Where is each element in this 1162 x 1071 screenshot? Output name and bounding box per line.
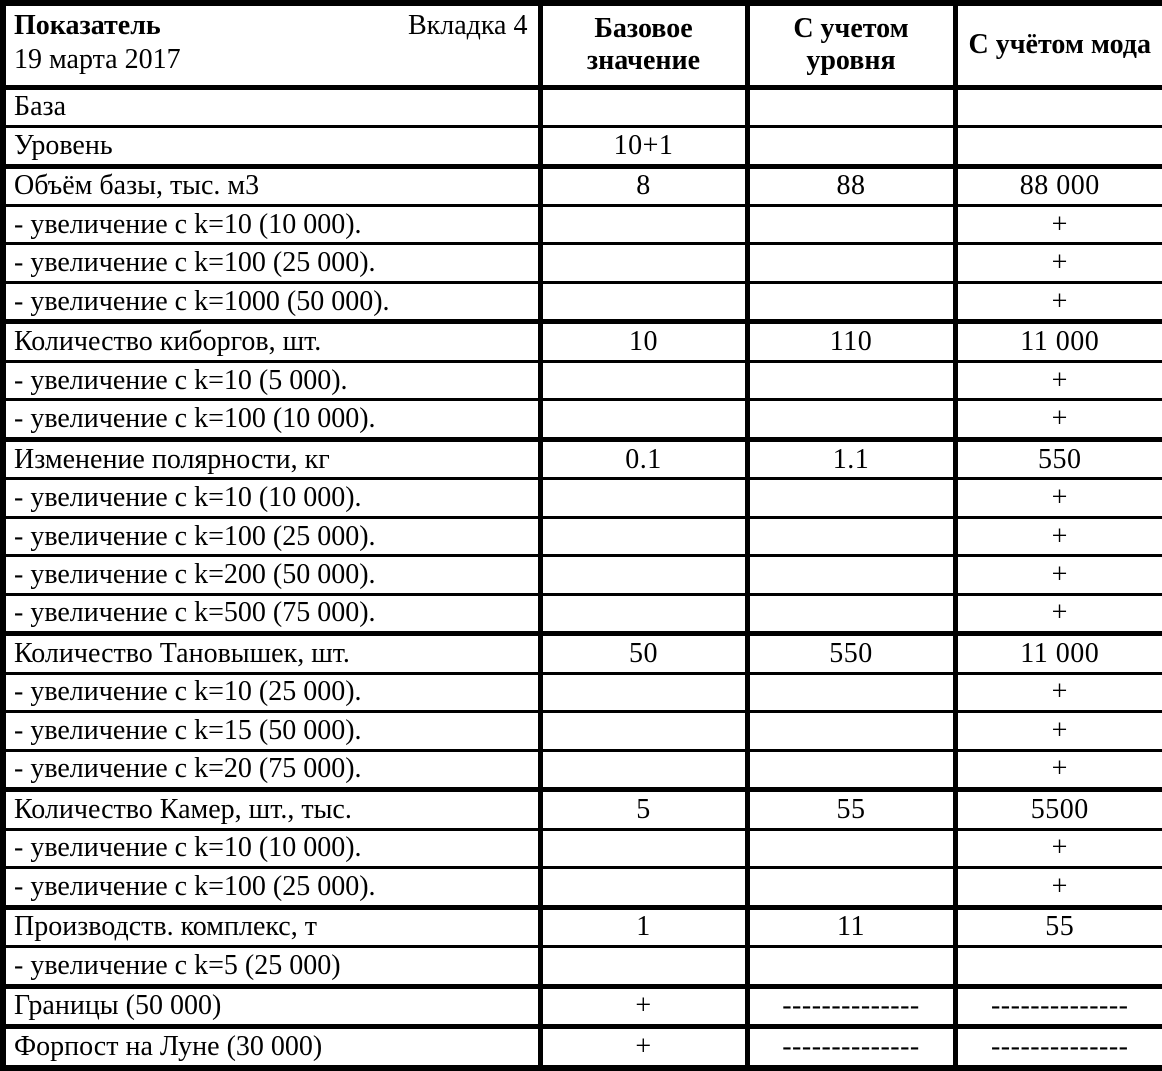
row-label: - увеличение с k=100 (25 000). xyxy=(3,244,540,282)
row-label: Границы (50 000) xyxy=(3,986,540,1027)
cell-with-level xyxy=(747,750,955,790)
cell-with-level: 550 xyxy=(747,634,955,674)
row-label: Производств. комплекс, т xyxy=(3,907,540,947)
cell-with-level xyxy=(747,947,955,987)
cell-with-mod: + xyxy=(955,750,1162,790)
table-row xyxy=(3,244,1162,282)
table-row xyxy=(3,907,1162,947)
row-label: Форпост на Луне (30 000) xyxy=(3,1027,540,1068)
cell-with-level xyxy=(747,712,955,750)
table-row xyxy=(3,439,1162,479)
cell-with-level: 55 xyxy=(747,790,955,830)
cell-base-value: 8 xyxy=(540,166,747,206)
cell-with-level: 11 xyxy=(747,907,955,947)
cell-with-mod: + xyxy=(955,479,1162,517)
header-col-with-level: С учетом уровня xyxy=(747,3,955,87)
cell-with-mod: + xyxy=(955,361,1162,399)
header-row xyxy=(3,3,1162,87)
cell-with-level: -------------- xyxy=(747,1027,955,1068)
cell-with-level: 88 xyxy=(747,166,955,206)
cell-with-level: 1.1 xyxy=(747,439,955,479)
cell-with-mod: + xyxy=(955,517,1162,555)
cell-base-value xyxy=(540,244,747,282)
cell-with-level xyxy=(747,244,955,282)
table-row xyxy=(3,556,1162,594)
row-label: - увеличение с k=5 (25 000) xyxy=(3,947,540,987)
row-label: - увеличение с k=20 (75 000). xyxy=(3,750,540,790)
table-row xyxy=(3,673,1162,711)
table-row xyxy=(3,634,1162,674)
row-label: Количество Камер, шт., тыс. xyxy=(3,790,540,830)
cell-base-value: 10 xyxy=(540,322,747,362)
table-body xyxy=(3,87,1162,1068)
row-label: База xyxy=(3,87,540,127)
cell-with-mod: + xyxy=(955,673,1162,711)
cell-base-value: 1 xyxy=(540,907,747,947)
cell-base-value: + xyxy=(540,1027,747,1068)
cell-base-value xyxy=(540,87,747,127)
cell-with-level xyxy=(747,361,955,399)
table-row xyxy=(3,127,1162,167)
cell-with-level xyxy=(747,400,955,440)
table-row xyxy=(3,712,1162,750)
table-row xyxy=(3,517,1162,555)
row-label: - увеличение с k=10 (10 000). xyxy=(3,829,540,867)
cell-with-mod: + xyxy=(955,594,1162,634)
row-label: Объём базы, тыс. м3 xyxy=(3,166,540,206)
cell-with-level xyxy=(747,868,955,908)
cell-base-value xyxy=(540,594,747,634)
cell-with-mod: + xyxy=(955,829,1162,867)
header-title: Показатель xyxy=(14,10,161,41)
cell-with-mod: 5500 xyxy=(955,790,1162,830)
header-top-line xyxy=(14,10,528,42)
cell-with-level xyxy=(747,517,955,555)
table-row xyxy=(3,361,1162,399)
cell-with-mod: + xyxy=(955,282,1162,322)
row-label: Уровень xyxy=(3,127,540,167)
cell-with-level xyxy=(747,206,955,244)
row-label: - увеличение с k=1000 (50 000). xyxy=(3,282,540,322)
row-label: - увеличение с k=10 (10 000). xyxy=(3,479,540,517)
cell-with-mod: + xyxy=(955,712,1162,750)
cell-with-level xyxy=(747,479,955,517)
header-tab-label: Вкладка 4 xyxy=(407,10,528,41)
table-row xyxy=(3,947,1162,987)
table-row xyxy=(3,87,1162,127)
cell-with-mod: 550 xyxy=(955,439,1162,479)
cell-with-level xyxy=(747,673,955,711)
row-label: Изменение полярности, кг xyxy=(3,439,540,479)
cell-base-value xyxy=(540,206,747,244)
cell-base-value xyxy=(540,517,747,555)
header-date: 19 марта 2017 xyxy=(14,44,181,76)
cell-base-value xyxy=(540,400,747,440)
cell-with-mod: 88 000 xyxy=(955,166,1162,206)
cell-with-level xyxy=(747,87,955,127)
cell-base-value: 5 xyxy=(540,790,747,830)
cell-base-value: 0.1 xyxy=(540,439,747,479)
cell-base-value: 50 xyxy=(540,634,747,674)
cell-base-value xyxy=(540,712,747,750)
cell-base-value xyxy=(540,361,747,399)
table-row xyxy=(3,282,1162,322)
row-label: - увеличение с k=200 (50 000). xyxy=(3,556,540,594)
cell-base-value xyxy=(540,556,747,594)
cell-with-mod: + xyxy=(955,244,1162,282)
header-col-base-value: Базовое значение xyxy=(540,3,747,87)
row-label: - увеличение с k=10 (10 000). xyxy=(3,206,540,244)
cell-with-level: -------------- xyxy=(747,986,955,1027)
cell-base-value: + xyxy=(540,986,747,1027)
cell-base-value xyxy=(540,947,747,987)
header-indicator-cell xyxy=(3,3,540,87)
cell-base-value xyxy=(540,479,747,517)
cell-with-level: 110 xyxy=(747,322,955,362)
row-label: - увеличение с k=15 (50 000). xyxy=(3,712,540,750)
row-label: Количество Тановышек, шт. xyxy=(3,634,540,674)
cell-with-mod xyxy=(955,127,1162,167)
cell-base-value: 10+1 xyxy=(540,127,747,167)
cell-base-value xyxy=(540,673,747,711)
row-label: - увеличение с k=100 (10 000). xyxy=(3,400,540,440)
cell-base-value xyxy=(540,829,747,867)
cell-with-level xyxy=(747,127,955,167)
table-row xyxy=(3,986,1162,1027)
table-row xyxy=(3,868,1162,908)
cell-with-mod: -------------- xyxy=(955,1027,1162,1068)
table-row xyxy=(3,1027,1162,1068)
cell-with-mod: 11 000 xyxy=(955,634,1162,674)
table-row xyxy=(3,479,1162,517)
cell-with-level xyxy=(747,829,955,867)
cell-with-mod: + xyxy=(955,400,1162,440)
cell-with-mod: + xyxy=(955,868,1162,908)
cell-base-value xyxy=(540,868,747,908)
cell-with-mod xyxy=(955,947,1162,987)
table-row xyxy=(3,829,1162,867)
row-label: - увеличение с k=10 (5 000). xyxy=(3,361,540,399)
table-row xyxy=(3,322,1162,362)
cell-with-level xyxy=(747,594,955,634)
row-label: Количество киборгов, шт. xyxy=(3,322,540,362)
row-label: - увеличение с k=500 (75 000). xyxy=(3,594,540,634)
table-row xyxy=(3,790,1162,830)
table-row xyxy=(3,594,1162,634)
row-label: - увеличение с k=100 (25 000). xyxy=(3,868,540,908)
row-label: - увеличение с k=100 (25 000). xyxy=(3,517,540,555)
cell-with-mod: -------------- xyxy=(955,986,1162,1027)
cell-with-level xyxy=(747,556,955,594)
cell-with-mod: + xyxy=(955,556,1162,594)
row-label: - увеличение с k=10 (25 000). xyxy=(3,673,540,711)
cell-with-mod: 11 000 xyxy=(955,322,1162,362)
table-row xyxy=(3,206,1162,244)
table-row xyxy=(3,166,1162,206)
cell-with-level xyxy=(747,282,955,322)
cell-base-value xyxy=(540,750,747,790)
cell-base-value xyxy=(540,282,747,322)
table-row xyxy=(3,750,1162,790)
header-col-with-mod: С учётом мода xyxy=(955,3,1162,87)
table-row xyxy=(3,400,1162,440)
cell-with-mod: 55 xyxy=(955,907,1162,947)
cell-with-mod: + xyxy=(955,206,1162,244)
cell-with-mod xyxy=(955,87,1162,127)
